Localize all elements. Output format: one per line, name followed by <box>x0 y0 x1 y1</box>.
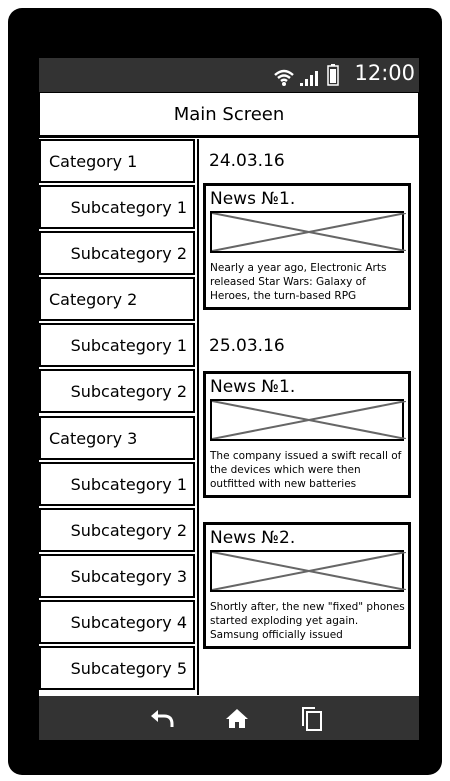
sidebar-item-label: Category 2 <box>49 289 138 309</box>
sidebar-category-1[interactable] <box>39 139 195 183</box>
battery-icon <box>327 64 339 86</box>
status-time: 12:00 <box>354 61 415 85</box>
sidebar-subcategory-3-1[interactable] <box>39 462 195 506</box>
signal-icon <box>299 68 323 86</box>
sidebar-subcategory-2-2[interactable] <box>39 369 195 413</box>
sidebar-subcategory-2-1[interactable] <box>39 323 195 367</box>
news-title: News №1. <box>210 377 296 397</box>
status-bar <box>39 58 419 92</box>
sidebar-item-label: Subcategory 5 <box>70 658 187 678</box>
sidebar-item-label: Subcategory 2 <box>70 520 187 540</box>
news-text: Shortly after, the new "fixed" phones started exploding yet again. Samsung officially issued <box>210 601 405 641</box>
news-title: News №1. <box>210 189 296 209</box>
sidebar-category-2[interactable] <box>39 277 195 321</box>
sidebar-item-label: Subcategory 1 <box>70 197 187 217</box>
sidebar-item-label: Subcategory 3 <box>70 566 187 586</box>
image-placeholder <box>210 550 404 592</box>
wifi-icon <box>273 68 295 86</box>
news-title: News №2. <box>210 528 296 548</box>
feed-date: 24.03.16 <box>209 151 285 171</box>
sidebar-subcategory-3-4[interactable] <box>39 600 195 644</box>
feed-date: 25.03.16 <box>209 336 285 356</box>
news-feed[interactable] <box>197 139 421 695</box>
news-text: Nearly a year ago, Electronic Arts released Star Wars: Galaxy of Heroes, the turn-based RPG <box>210 262 387 302</box>
sidebar-subcategory-3-3[interactable] <box>39 554 195 598</box>
sidebar-subcategory-1-2[interactable] <box>39 231 195 275</box>
sidebar-item-label: Subcategory 4 <box>70 612 187 632</box>
app-screen <box>39 92 419 696</box>
page-title: Main Screen <box>173 103 285 125</box>
status-icons <box>273 64 339 86</box>
news-card[interactable] <box>203 183 411 310</box>
sidebar-subcategory-3-5[interactable] <box>39 646 195 690</box>
home-icon[interactable] <box>223 706 251 730</box>
sidebar-item-label: Category 3 <box>49 428 138 448</box>
title-bar <box>39 92 419 138</box>
news-card[interactable] <box>203 371 411 498</box>
sidebar-category-3[interactable] <box>39 416 195 460</box>
sidebar-item-label: Subcategory 2 <box>70 381 187 401</box>
sidebar-subcategory-1-1[interactable] <box>39 185 195 229</box>
news-text: The company issued a swift recall of the devices which were then outfitted with new batteries <box>210 450 402 490</box>
image-placeholder <box>210 399 404 441</box>
sidebar-item-label: Subcategory 1 <box>70 474 187 494</box>
image-placeholder <box>210 211 404 253</box>
sidebar-item-label: Subcategory 1 <box>70 335 187 355</box>
recent-apps-icon[interactable] <box>299 706 327 730</box>
navigation-bar <box>39 696 419 740</box>
sidebar-subcategory-3-2[interactable] <box>39 508 195 552</box>
sidebar-item-label: Category 1 <box>49 151 138 171</box>
news-card[interactable] <box>203 522 411 649</box>
back-icon[interactable] <box>148 706 176 730</box>
sidebar-item-label: Subcategory 2 <box>70 243 187 263</box>
